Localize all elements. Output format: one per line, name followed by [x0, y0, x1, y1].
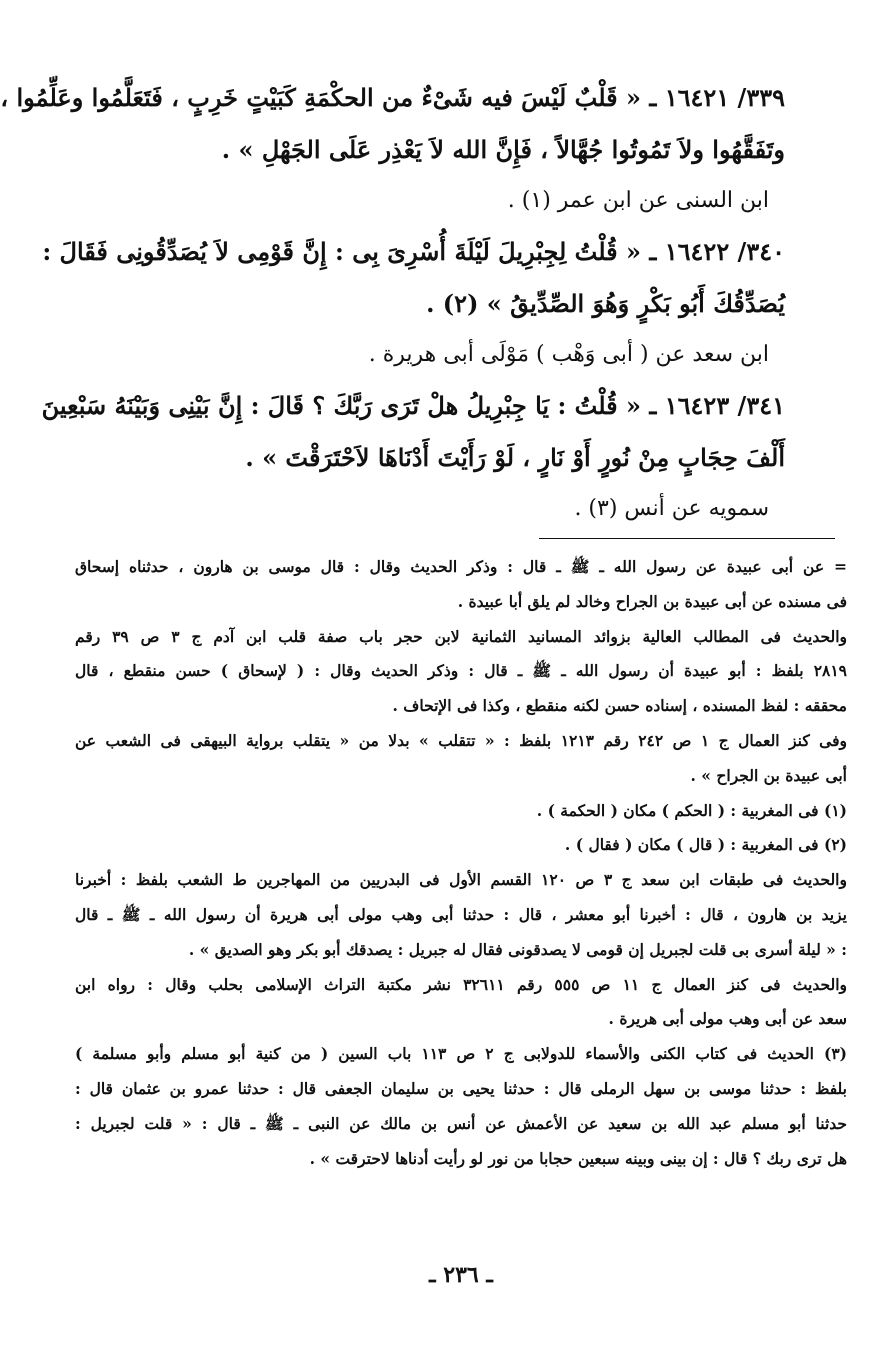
hadith-340-source: ابن سعد عن ( أبى وَهْب ) مَوْلَى أبى هريرة . — [368, 342, 769, 367]
hadith-341-source: سمويه عن أنس (٣) . — [574, 496, 769, 521]
footnote-line: والحديث فى المطالب العالية بزوائد المسانيد الثمانية لابن حجر باب صفة قلب ابن آدم ج ٣ ص ٣٩ رقم — [75, 626, 848, 646]
footnote-line: = عن أبى عبيدة عن رسول الله ـ ﷺ ـ قال : وذكر الحديث وقال : قال موسى بن هارون ، حدثناه إسحاق — [75, 557, 847, 576]
page-number: ـ ٢٣٦ ـ — [429, 1262, 493, 1288]
footnote-separator — [539, 538, 835, 539]
footnote-line: هل ترى ربك ؟ قال : إن بينى وبينه سبعين حجابا من نور لو رأيت أدناها لاحترقت » . — [309, 1148, 847, 1168]
footnote-line: بلفظ : حدثنا موسى بن سهل الرملى قال : حدثنا يحيى بن سليمان الجعفى قال : حدثنا عمرو بن عثمان قال : — [75, 1078, 847, 1098]
hadith-340-line-1: ٣٤٠/ ١٦٤٢٢ ـ « قُلْتُ لِجِبْرِيلَ لَيْلَةَ أُسْرِىَ بِى : إِنَّ قَوْمِى لاَ يُصَدِّقُونِى فَقَالَ : — [42, 237, 785, 266]
footnote-line: حدثنا أبو مسلم عبد الله بن سعيد عن الأعمش عن أنس بن مالك عن النبى ـ ﷺ ـ قال : « قلت لجبريل : — [75, 1113, 847, 1133]
hadith-339-line-2: وتَفَقَّهُوا ولاَ تَمُوتُوا جُهَّالاً ، فَإِنَّ الله لاَ يَعْذِر عَلَى الجَهْلِ » . — [221, 135, 785, 164]
footnote-line: سعد عن أبى وهب مولى أبى هريرة . — [608, 1009, 847, 1029]
footnote-line: ٢٨١٩ بلفظ : أبو عبيدة أن رسول الله ـ ﷺ ـ قال : وذكر الحديث وقال : ( لإسحاق ) حسن منقطع ، قال — [75, 661, 847, 681]
hadith-339-source: ابن السنى عن ابن عمر (١) . — [507, 188, 769, 213]
main-text — [0, 72, 785, 534]
footnote-line: يزيد بن هارون ، قال : أخبرنا أبو معشر ، قال : حدثنا أبى وهب مولى أبى هريرة أن رسول الله ـ ﷺ ـ قال — [75, 904, 847, 924]
footnote-line: فى مسنده عن أبى عبيدة بن الجراح وخالد لم يلق أبا عبيدة . — [457, 591, 847, 611]
hadith-341-line-1: ٣٤١/ ١٦٤٢٣ ـ « قُلْتُ : يَا جِبْرِيلُ هلْ تَرَى رَبَّكَ ؟ قَالَ : إِنَّ بَيْنِى وَبَيْنَهُ سَبْعِينَ — [41, 391, 785, 420]
footnote-2: (٢) فى المغربية : ( قال ) مكان ( فقال ) . — [564, 835, 847, 855]
footnote-line: وفى كنز العمال ج ١ ص ٢٤٢ رقم ١٢١٣ بلفظ : « تتقلب » بدلا من « يتقلب برواية البيهقى فى الشعب عن — [75, 730, 847, 750]
footnote-line: محققه : لفظ المسنده ، إسناده حسن لكنه منقطع ، وكذا فى الإتحاف . — [392, 696, 847, 716]
hadith-340-line-2: يُصَدِّقُكَ أَبُو بَكْرٍ وَهُوَ الصِّدِّيقُ » (٢) . — [426, 289, 785, 318]
footnote-line: والحديث فى كنز العمال ج ١١ ص ٥٥٥ رقم ٣٢٦١١ نشر مكتبة التراث الإسلامى بحلب وقال : رواه ابن — [75, 974, 847, 994]
hadith-341-line-2: أَلْفَ حِجَابٍ مِنْ نُورٍ أَوْ نَارٍ ، لَوْ رَأَيْتَ أَدْنَاهَا لاَحْتَرَقْتَ » . — [245, 443, 785, 472]
footnotes — [75, 550, 847, 1176]
footnote-line: : « ليلة أسرى بى قلت لجبريل إن قومى لا يصدقونى فقال له جبريل : يصدقك أبو بكر وهو الصديق » . — [188, 939, 847, 959]
footnote-line: والحديث فى طبقات ابن سعد ج ٣ ص ١٢٠ القسم الأول فى البدريين من المهاجرين ط الشعب بلفظ : أخبرنا — [75, 870, 847, 890]
hadith-339-line-1: ٣٣٩/ ١٦٤٢١ ـ « قَلْبٌ لَيْسَ فيه شَىْءٌ من الحكْمَةِ كَبَيْتٍ خَرِبٍ ، فَتَعَلَّمُوا وعَلِّمُوا ، — [0, 83, 785, 112]
footnote-line: أبى عبيدة بن الجراح » . — [690, 765, 847, 785]
footnote-3: (٣) الحديث فى كتاب الكنى والأسماء للدولابى ج ٢ ص ١١٣ باب السين ( من كنية أبو مسلم وأبو مسلمة ) — [75, 1044, 847, 1064]
footnote-1: (١) فى المغربية : ( الحكم ) مكان ( الحكمة ) . — [536, 800, 847, 820]
